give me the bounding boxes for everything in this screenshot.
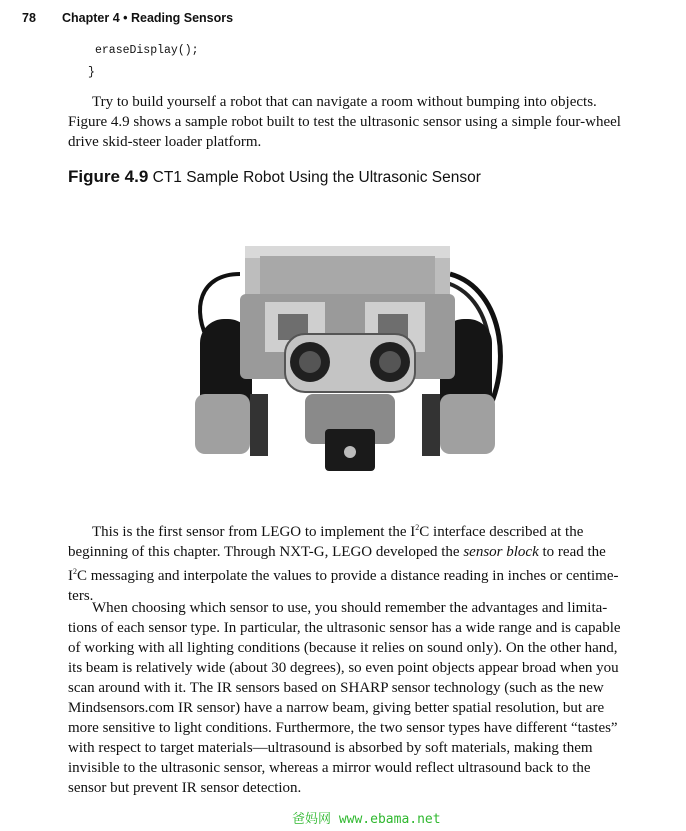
code-closing-brace: } [88,66,95,79]
running-header [22,11,234,25]
sensor-block-term: sensor block [463,544,539,560]
sensor-choice-paragraph: When choosing which sensor to use, you should remember the advantages and limita- tions of each sensor type. In particular, the ultrasonic sensor has a wide range and is capable of working with all lighting conditions (because it relies on sound only). On the other hand, its beam is relatively wide (about 30 degrees), so even point objects appear broad when you scan around with it. The IR sensors based on SHARP sensor technology (such as the new Mindsensors.com IR sensor) have a narrow beam, giving better spatial resolution, but are more sensitive to light conditions. Furthermore, the two sensor types have different “tastes” with respect to target materials—ultrasound is absorbed by soft materials, making them invisible to the ultrasonic sensor, whereas a mirror would reflect ultrasound back to the sensor but prevent IR sensor detection. [68,600,621,796]
figure-number: Figure 4.9 [68,167,149,186]
watermark: 爸妈网 www.ebama.net [292,812,441,827]
page-number: 78 [22,11,36,25]
intro-paragraph: Try to build yourself a robot that can navigate a room without bumping into objects. Figure 4.9 shows a sample robot built to test the ultrasonic sensor using a simple four-wheel drive skid-steer loader platform. [68,94,621,150]
chapter-title: Chapter 4 • Reading Sensors [62,11,234,25]
code-line: eraseDisplay(); [95,44,199,57]
figure-caption [68,167,481,187]
sensor-block-paragraph: This is the first sensor from LEGO to implement the $I^2C$ interface described at the beginning of this chapter. Through NXT-G, LEGO developed the sensor block to read the $I^2C$ messaging and interpolate the values to provide a distance reading in inches or centime- ters. [68,523,619,604]
robot-photo [180,234,510,490]
figure-caption-text: CT1 Sample Robot Using the Ultrasonic Sensor [152,169,481,186]
